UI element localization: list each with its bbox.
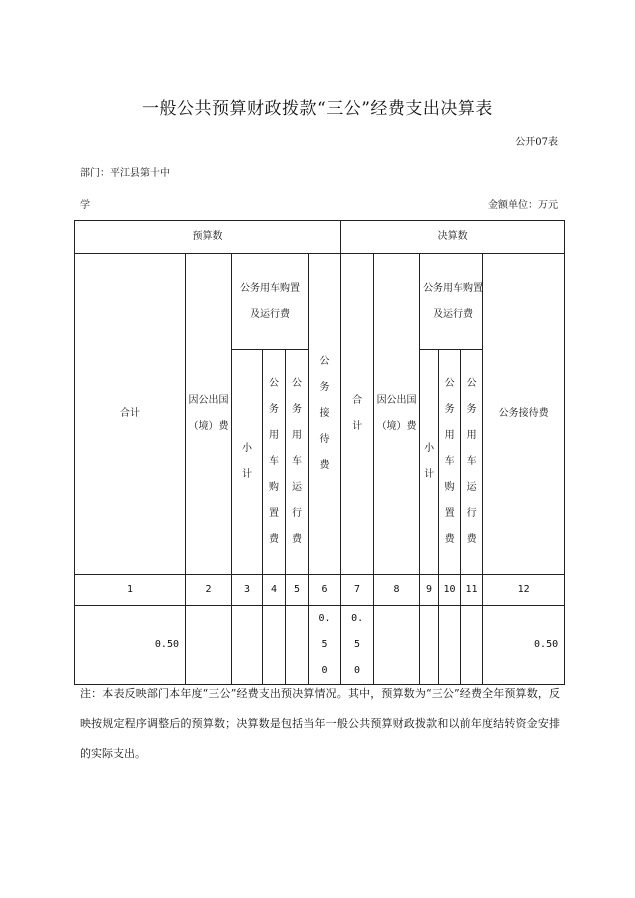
- column-number: 10: [439, 575, 461, 606]
- column-number: 11: [461, 575, 483, 606]
- column-number: 8: [374, 575, 420, 606]
- budget-abroad-header: 因公出国（境）费: [186, 254, 232, 575]
- budget-reception-value: 0.50: [309, 606, 341, 685]
- department-label: 部门：平江县第十中: [80, 168, 170, 179]
- column-number: 4: [263, 575, 286, 606]
- column-number: 12: [483, 575, 565, 606]
- budget-header: 预算数: [75, 221, 341, 254]
- budget-total-header: 合计: [75, 254, 186, 575]
- empty-cell: [286, 606, 309, 685]
- empty-cell: [461, 606, 483, 685]
- budget-vehicle-running-header: 公务用车运行费: [286, 350, 309, 575]
- column-number-row: [75, 575, 565, 606]
- budget-reception-header: 公务接待费: [309, 254, 341, 575]
- column-number: 9: [420, 575, 439, 606]
- final-vehicle-group-header: 公务用车购置及运行费: [420, 254, 483, 350]
- table-note: 注：本表反映部门本年度“三公”经费支出预决算情况。其中，预算数为“三公”经费全年预算数，反映按规定程序调整后的预算数；决算数是包括当年一般公共预算财政拨款和以前年度结转资金安排的实际支出。: [80, 687, 560, 760]
- form-number: 公开07表: [515, 137, 558, 148]
- final-reception-header: 公务接待费: [483, 254, 565, 575]
- empty-cell: [439, 606, 461, 685]
- column-number: 1: [75, 575, 186, 606]
- final-total-value: 0.50: [341, 606, 374, 685]
- budget-subtotal-header: 小计: [232, 350, 263, 575]
- final-vehicle-running-header: 公务用车运行费: [461, 350, 483, 575]
- column-number: 5: [286, 575, 309, 606]
- column-number: 2: [186, 575, 232, 606]
- department-label-continued: 学: [80, 200, 90, 211]
- page-title: 一般公共预算财政拨款“三公”经费支出决算表: [142, 99, 493, 119]
- empty-cell: [186, 606, 232, 685]
- amount-unit: 金额单位：万元: [488, 200, 558, 211]
- column-number: 7: [341, 575, 374, 606]
- column-number: 3: [232, 575, 263, 606]
- final-subtotal-header: 小计: [420, 350, 439, 575]
- budget-vehicle-purchase-header: 公务用车购置费: [263, 350, 286, 575]
- three-public-expenses-table: [74, 220, 565, 685]
- data-row: [75, 606, 565, 685]
- empty-cell: [374, 606, 420, 685]
- empty-cell: [232, 606, 263, 685]
- final-header: 决算数: [341, 221, 565, 254]
- column-number: 6: [309, 575, 341, 606]
- final-vehicle-purchase-header: 公务用车购置费: [439, 350, 461, 575]
- empty-cell: [420, 606, 439, 685]
- empty-cell: [263, 606, 286, 685]
- budget-total-value: 0.50: [75, 606, 186, 685]
- final-total-header: 合计: [341, 254, 374, 575]
- final-reception-value: 0.50: [483, 606, 565, 685]
- final-abroad-header: 因公出国（境）费: [374, 254, 420, 575]
- budget-vehicle-group-header: 公务用车购置及运行费: [232, 254, 309, 350]
